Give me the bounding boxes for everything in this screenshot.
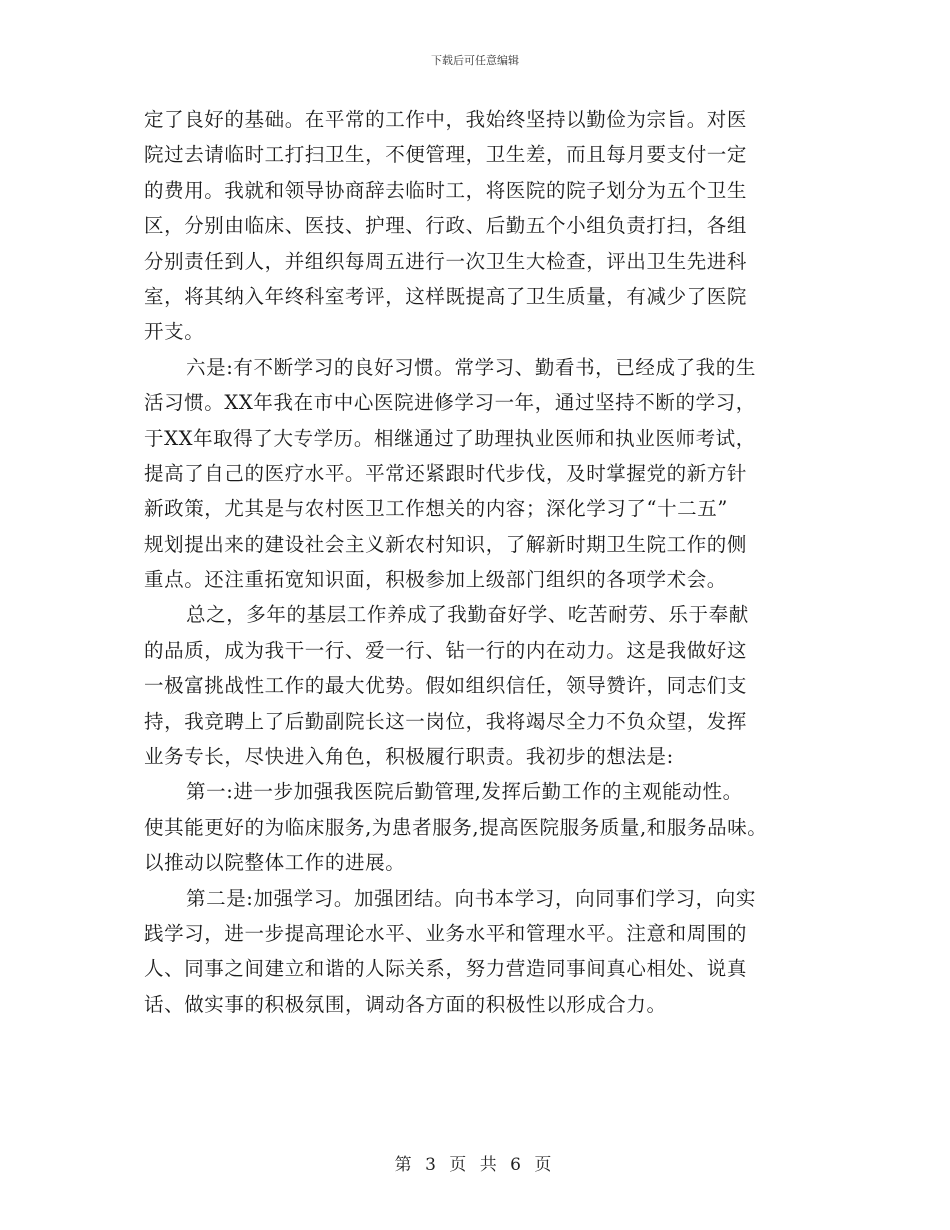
text-line: 于XX年取得了大专学历。相继通过了助理执业医师和执业医师考试， bbox=[144, 426, 756, 450]
text-line: 第二是:加强学习。加强团结。向书本学习，向同事们学习，向实 bbox=[186, 886, 756, 910]
text-line: 人、同事之间建立和谐的人际关系，努力营造同事间真心相处、说真 bbox=[144, 957, 748, 981]
text-line: 的品质，成为我干一行、爱一行、钻一行的内在动力。这是我做好这 bbox=[144, 638, 748, 662]
text-line: 持，我竞聘上了后勤副院长这一岗位，我将竭尽全力不负众望，发挥 bbox=[144, 709, 748, 733]
paragraph-summary bbox=[144, 597, 824, 774]
paragraph-plan-first bbox=[144, 774, 824, 880]
text-line: 新政策，尤其是与农村医卫工作想关的内容；深化学习了“十二五” bbox=[144, 497, 728, 521]
paragraph-plan-second bbox=[144, 881, 824, 1023]
text-line: 提高了自己的医疗水平。平常还紧跟时代步伐，及时掌握党的新方针 bbox=[144, 461, 748, 485]
text-line: 第一:进一步加强我医院后勤管理,发挥后勤工作的主观能动性。 bbox=[186, 780, 743, 804]
text-line: 定了良好的基础。在平常的工作中，我始终坚持以勤俭为宗旨。对医 bbox=[144, 108, 748, 131]
paragraph-hygiene bbox=[144, 102, 824, 350]
text-line: 话、做实事的积极氛围，调动各方面的积极性以形成合力。 bbox=[144, 992, 667, 1016]
text-line: 六是:有不断学习的良好习惯。常学习、勤看书，已经成了我的生 bbox=[186, 355, 756, 379]
text-line: 业务专长，尽快进入角色，积极履行职责。我初步的想法是: bbox=[144, 745, 674, 769]
text-line: 室，将其纳入年终科室考评，这样既提高了卫生质量，有减少了医院 bbox=[144, 284, 748, 308]
text-line: 总之，多年的基层工作养成了我勤奋好学、吃苦耐劳、乐于奉献 bbox=[186, 603, 749, 627]
text-line: 践学习，进一步提高理论水平、业务水平和管理水平。注意和周围的 bbox=[144, 921, 748, 945]
text-line: 区，分别由临床、医技、护理、行政、后勤五个小组负责打扫，各组 bbox=[144, 214, 748, 238]
text-line: 院过去请临时工打扫卫生，不便管理，卫生差，而且每月要支付一定 bbox=[144, 143, 748, 167]
paragraph-learning bbox=[144, 350, 824, 598]
text-line: 重点。还注重拓宽知识面，积极参加上级部门组织的各项学术会。 bbox=[144, 568, 727, 592]
text-line: 活习惯。XX年我在市中心医院进修学习一年，通过坚持不断的学习， bbox=[144, 391, 756, 415]
text-line: 分别责任到人，并组织每周五进行一次卫生大检查，评出卫生先进科 bbox=[144, 249, 748, 273]
text-line: 使其能更好的为临床服务,为患者服务,提高医院服务质量,和服务品味。 bbox=[144, 815, 768, 839]
document-body bbox=[144, 102, 824, 1022]
text-line: 开支。 bbox=[144, 320, 205, 344]
page-header: 下载后可任意编辑 bbox=[431, 54, 519, 67]
text-line: 规划提出来的建设社会主义新农村知识，了解新时期卫生院工作的侧 bbox=[144, 532, 748, 556]
text-line: 的费用。我就和领导协商辞去临时工，将医院的院子划分为五个卫生 bbox=[144, 178, 748, 202]
text-line: 一极富挑战性工作的最大优势。假如组织信任，领导赞许，同志们支 bbox=[144, 674, 748, 698]
page-number: 第 3 页 共 6 页 bbox=[394, 1155, 556, 1175]
text-line: 以推动以院整体工作的进展。 bbox=[144, 851, 406, 875]
